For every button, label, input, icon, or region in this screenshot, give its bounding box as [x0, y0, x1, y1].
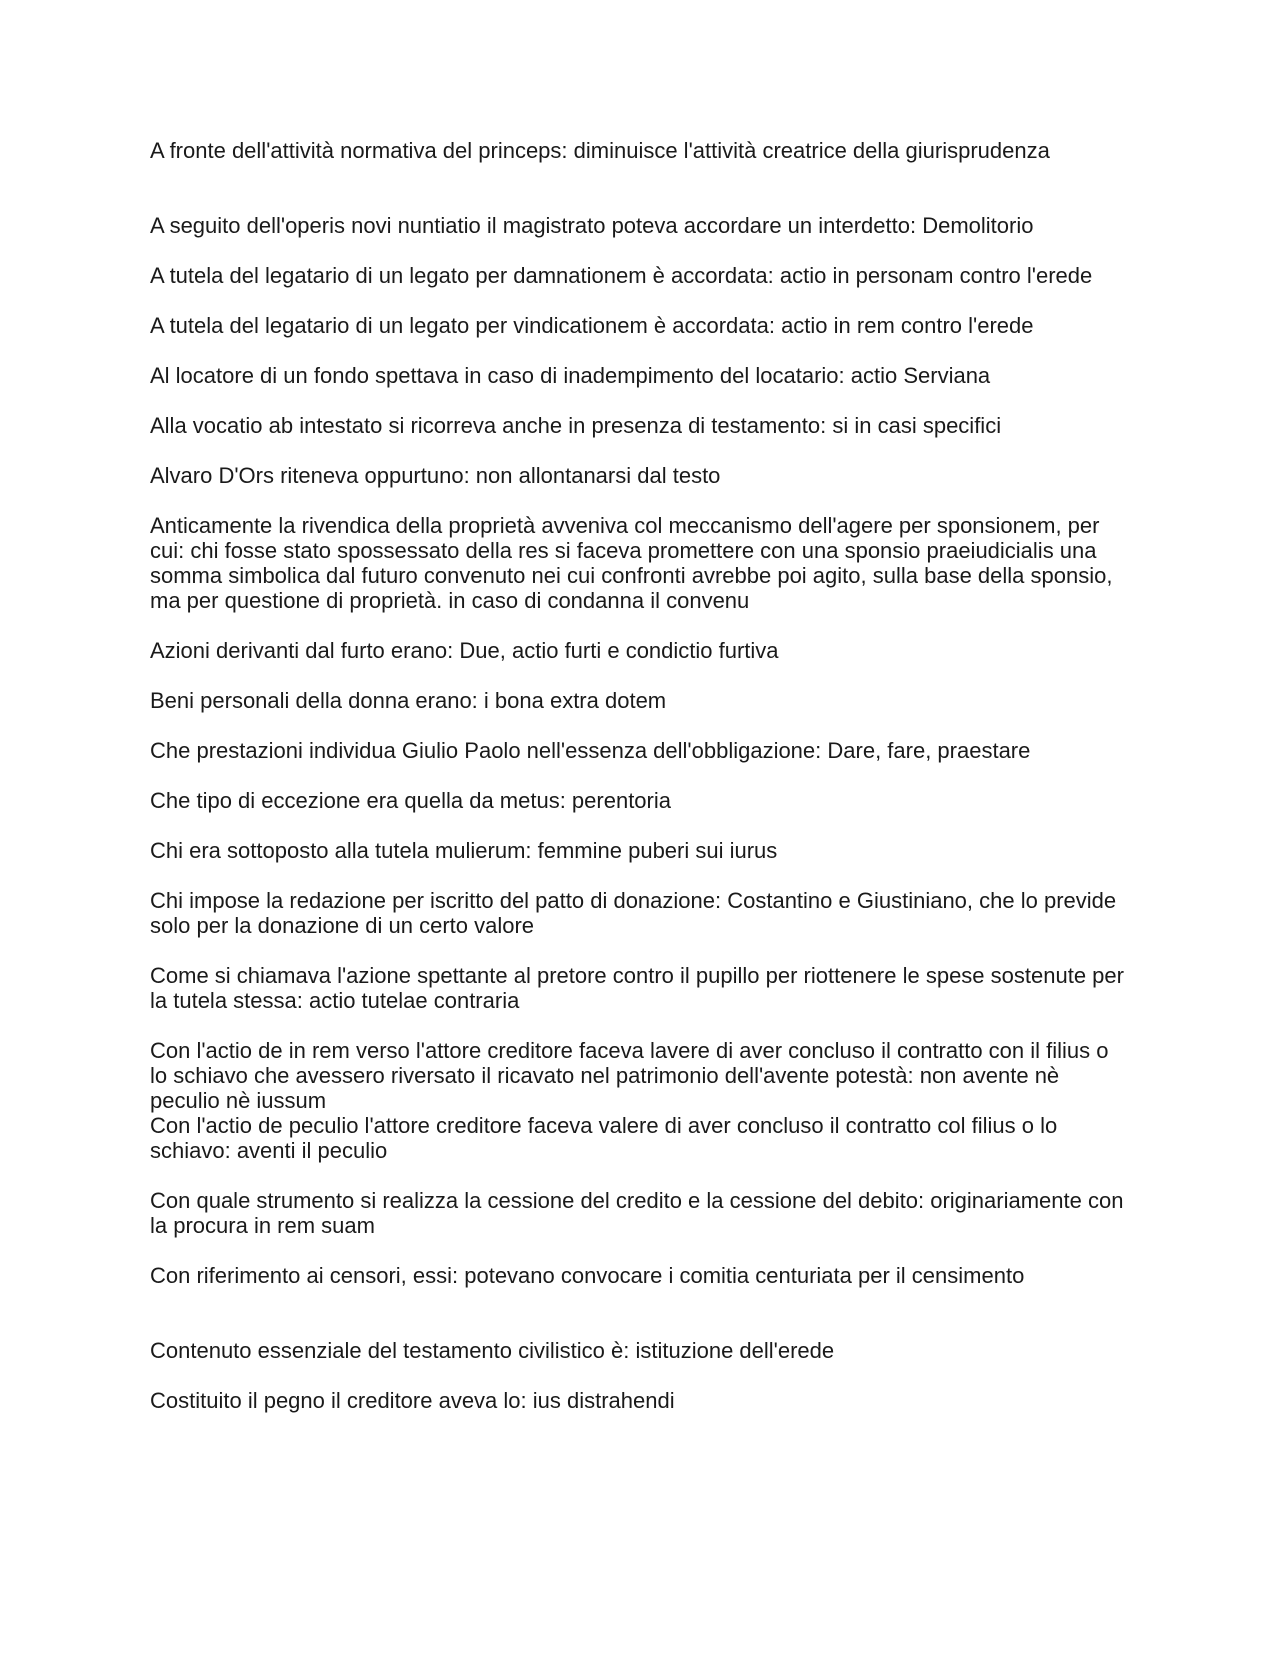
document-page	[150, 138, 1130, 1438]
entry-censori: Con riferimento ai censori, essi: potevano convocare i comitia centuriata per il censimento	[150, 1263, 1025, 1288]
entry-pegno: Costituito il pegno il creditore aveva lo: ius distrahendi	[150, 1388, 675, 1413]
entry-locatore-fondo: Al locatore di un fondo spettava in caso di inadempimento del locatario: actio Serviana	[150, 363, 991, 388]
entry-cessione-credito: Con quale strumento si realizza la cessione del credito e la cessione del debito: originariamente con la procura in rem suam	[150, 1188, 1124, 1238]
entry-azioni-furto: Azioni derivanti dal furto erano: Due, actio furti e condictio furtiva	[150, 638, 779, 663]
entry-eccezione-metus: Che tipo di eccezione era quella da metus: perentoria	[150, 788, 671, 813]
entry-prestazioni-paolo: Che prestazioni individua Giulio Paolo nell'essenza dell'obbligazione: Dare, fare, praestare	[150, 738, 1031, 763]
entry-alvaro-dors: Alvaro D'Ors riteneva oppurtuno: non allontanarsi dal testo	[150, 463, 721, 488]
entry-testamento-civilistico: Contenuto essenziale del testamento civilistico è: istituzione dell'erede	[150, 1338, 835, 1363]
entry-beni-donna: Beni personali della donna erano: i bona extra dotem	[150, 688, 667, 713]
entry-rivendica-proprieta: Anticamente la rivendica della proprietà avveniva col meccanismo dell'agere per sponsionem, per cui: chi fosse stato spossessato della res si faceva promettere con una sponsio praeiudicialis una somma simbolica dal futuro convenuto nei cui confronti avrebbe poi agito, sulla base della sponsio, ma per questione di proprietà. in caso di condanna il convenu	[150, 513, 1113, 613]
entry-legato-vindicationem: A tutela del legatario di un legato per vindicationem è accordata: actio in rem contro l'erede	[150, 313, 1034, 338]
entry-princeps: A fronte dell'attività normativa del princeps: diminuisce l'attività creatrice della giurisprudenza	[150, 138, 1050, 163]
entry-actio-de-peculio: Con l'actio de peculio l'attore creditore faceva valere di aver concluso il contratto col filius o lo schiavo: aventi il peculio	[150, 1113, 1058, 1163]
entry-vocatio-ab-intestato: Alla vocatio ab intestato si ricorreva anche in presenza di testamento: si in casi specifici	[150, 413, 1002, 438]
entry-actio-tutelae-contraria: Come si chiamava l'azione spettante al pretore contro il pupillo per riottenere le spese sostenute per la tutela stessa: actio tutelae contraria	[150, 963, 1124, 1013]
entry-operis-novi-nuntiatio: A seguito dell'operis novi nuntiatio il magistrato poteva accordare un interdetto: Demolitorio	[150, 213, 1034, 238]
entry-patto-donazione: Chi impose la redazione per iscritto del patto di donazione: Costantino e Giustiniano, che lo previde solo per la donazione di un certo valore	[150, 888, 1117, 938]
entry-tutela-mulierum: Chi era sottoposto alla tutela mulierum: femmine puberi sui iurus	[150, 838, 778, 863]
entry-legato-damnationem: A tutela del legatario di un legato per damnationem è accordata: actio in personam contro l'erede	[150, 263, 1093, 288]
entry-actio-de-in-rem-verso: Con l'actio de in rem verso l'attore creditore faceva lavere di aver concluso il contratto con il filius o lo schiavo che avessero riversato il ricavato nel patrimonio dell'avente potestà: non avente nè peculio nè iussum	[150, 1038, 1109, 1113]
